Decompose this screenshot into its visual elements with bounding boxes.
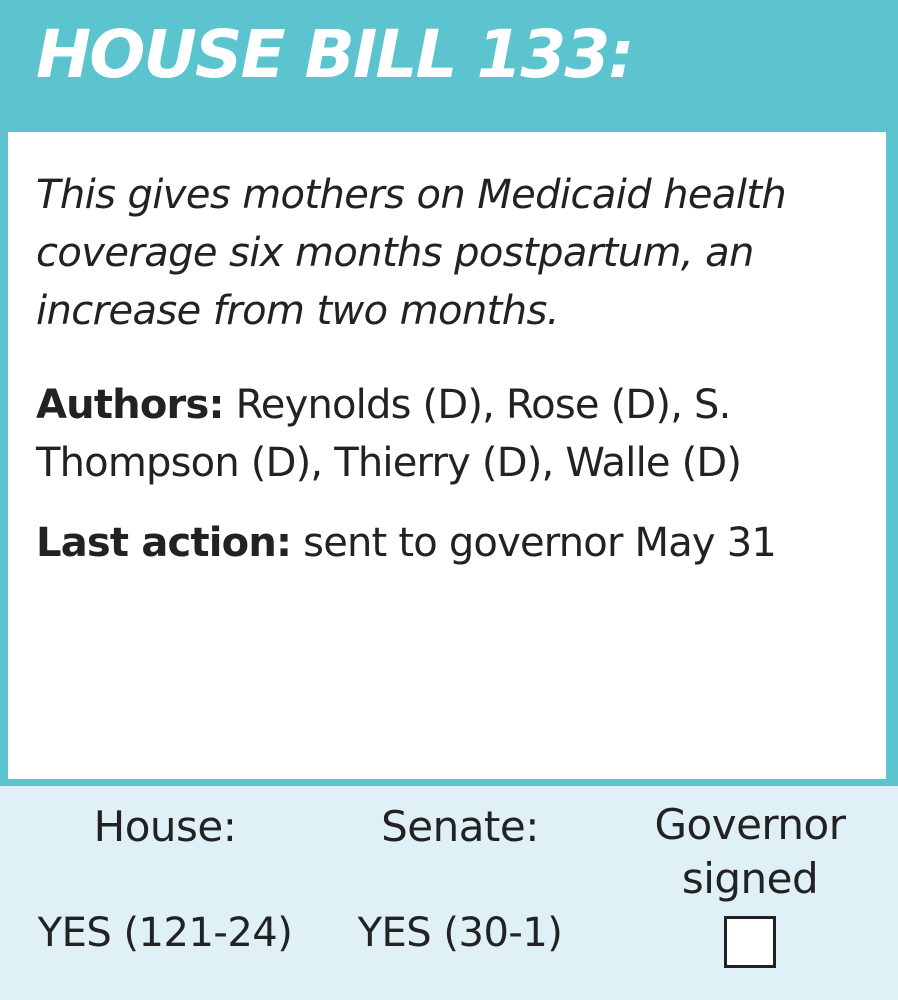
senate-label: Senate: [381,802,539,851]
bill-details-panel [8,132,886,779]
house-label: House: [93,802,237,851]
governor-signed-checkbox-icon [724,916,776,968]
house-vote [30,800,300,960]
last-action-value: sent to governor May 31 [303,520,777,566]
vote-summary [0,786,898,1000]
authors-value: Reynolds (D), Rose (D), S. Thompson (D), Thierry (D), Walle (D) [36,382,742,486]
house-result: YES (121-24) [37,910,293,956]
bill-description: This gives mothers on Medicaid health coverage six months postpartum, an increase from two months. [36,172,787,334]
senate-vote [345,800,575,960]
last-action-label: Last action: [36,520,292,566]
authors-label: Authors: [36,382,224,428]
governor-status [625,798,875,968]
governor-signed-label: Governor signed [654,800,846,903]
bill-header [0,0,898,132]
authors-row [36,376,866,492]
senate-result: YES (30-1) [357,910,563,956]
bill-title: HOUSE BILL 133: [36,16,633,93]
last-action-row [36,514,866,572]
